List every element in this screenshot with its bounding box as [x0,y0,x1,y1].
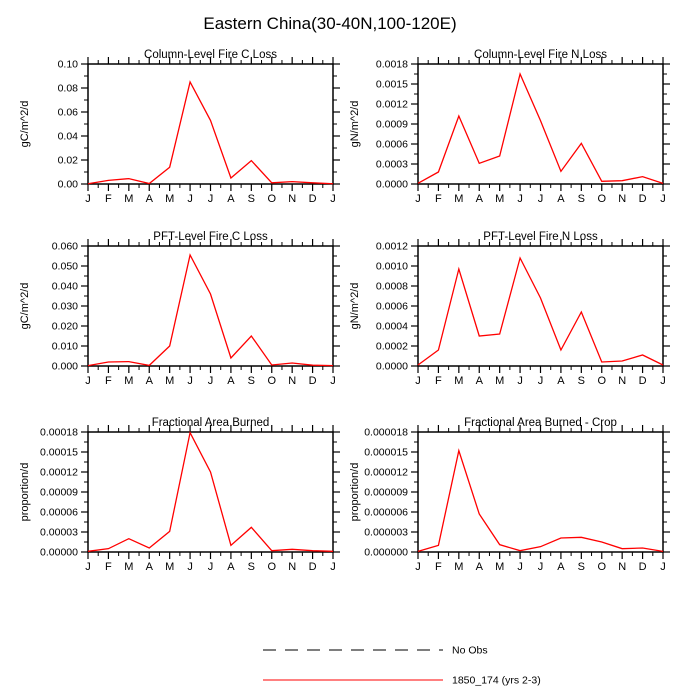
y-tick-label: 0.050 [51,260,78,273]
x-tick-label: A [145,561,153,573]
panel-fractional-area-burned-crop [330,408,680,580]
y-tick-label: 0.000 [51,360,78,373]
x-tick-label: F [105,193,112,205]
x-tick-label: J [517,193,523,205]
plot-box [88,246,333,366]
plot-box [418,246,663,366]
y-tick-label: 0.000000 [364,546,408,559]
x-tick-label: A [557,375,565,387]
legend-label: 1850_174 (yrs 2-3) [452,674,541,687]
x-tick-label: F [435,375,442,387]
y-tick-label: 0.02 [57,154,78,167]
series-line [418,258,663,365]
chart-fractional-area-burned [0,408,350,580]
x-tick-label: N [618,375,627,387]
x-tick-label: J [187,561,193,573]
y-tick-label: 0.0006 [375,138,408,151]
plot-box [88,432,333,552]
x-tick-label: M [124,375,134,387]
y-tick-label: 0.060 [51,240,78,253]
x-tick-label: M [454,561,464,573]
y-tick-label: 0.00009 [40,486,78,499]
x-tick-label: D [638,193,647,205]
y-tick-label: 0.030 [51,300,78,313]
x-tick-label: D [308,193,317,205]
x-tick-label: M [165,561,175,573]
x-tick-label: J [660,193,666,205]
x-tick-label: M [124,193,134,205]
x-tick-label: J [415,193,421,205]
x-tick-label: J [330,193,336,205]
y-tick-label: 0.000006 [364,506,408,519]
x-tick-label: N [288,561,297,573]
panel-title: Column-Level Fire C Loss [144,49,277,61]
x-tick-label: A [557,193,565,205]
y-tick-label: 0.000009 [364,486,408,499]
x-tick-label: M [495,561,505,573]
x-tick-label: J [415,375,421,387]
y-tick-label: 0.0004 [375,320,408,333]
plot-box [418,64,663,184]
x-tick-label: D [308,561,317,573]
x-tick-label: F [435,561,442,573]
panel-title: PFT-Level Fire C Loss [153,231,268,243]
x-tick-label: J [85,193,91,205]
x-tick-label: A [475,561,483,573]
y-tick-label: 0.0003 [375,158,408,171]
x-tick-label: O [597,561,607,573]
panel-title: Fractional Area Burned - Crop [464,417,617,429]
y-tick-label: 0.08 [57,82,78,95]
y-tick-label: 0.0008 [375,280,408,293]
y-tick-label: 0.00018 [40,426,78,439]
x-tick-label: F [435,193,442,205]
y-tick-label: 0.000015 [364,446,408,459]
x-tick-label: M [454,375,464,387]
x-tick-label: S [577,193,586,205]
x-tick-label: A [145,375,153,387]
x-tick-label: M [165,375,175,387]
y-axis-label: gC/m^2/d [19,100,31,148]
x-tick-label: A [475,193,483,205]
plot-box [418,432,663,552]
panel-title: Fractional Area Burned [151,417,270,429]
x-tick-label: D [308,375,317,387]
y-tick-label: 0.000003 [364,526,408,539]
y-axis-label: gN/m^2/d [349,100,361,148]
y-tick-label: 0.000018 [364,426,408,439]
x-tick-label: J [537,193,544,205]
x-tick-label: O [597,193,607,205]
panel-title: PFT-Level Fire N Loss [483,231,598,243]
panel-column-level-fire-c-loss [0,40,350,212]
y-tick-label: 0.0006 [375,300,408,313]
y-tick-label: 0.0000 [375,360,408,373]
y-tick-label: 0.10 [57,58,78,71]
panel-pft-level-fire-n-loss [330,222,680,394]
x-tick-label: F [105,561,112,573]
y-tick-label: 0.00003 [40,526,78,539]
chart-pft-level-fire-c-loss [0,222,350,394]
chart-column-level-fire-c-loss [0,40,350,212]
x-tick-label: J [330,561,336,573]
y-tick-label: 0.0012 [375,98,408,111]
y-tick-label: 0.0000 [375,178,408,191]
x-tick-label: J [330,375,336,387]
x-tick-label: F [105,375,112,387]
y-tick-label: 0.0012 [375,240,408,253]
x-tick-label: S [577,561,586,573]
legend [0,630,700,700]
y-tick-label: 0.0018 [375,58,408,71]
chart-fractional-area-burned-crop [330,408,680,580]
y-tick-label: 0.00006 [40,506,78,519]
x-tick-label: S [247,375,256,387]
y-tick-label: 0.0010 [375,260,408,273]
x-tick-label: A [145,193,153,205]
y-tick-label: 0.00000 [40,546,78,559]
x-tick-label: A [557,561,565,573]
y-tick-label: 0.0002 [375,340,408,353]
x-tick-label: J [517,561,523,573]
figure-title: Eastern China(30-40N,100-120E) [203,14,457,33]
x-tick-label: J [85,375,91,387]
x-tick-label: M [454,193,464,205]
x-tick-label: A [227,375,235,387]
series-line [88,82,333,184]
x-tick-label: J [187,193,193,205]
x-tick-label: S [247,561,256,573]
x-tick-label: J [85,561,91,573]
chart-pft-level-fire-n-loss [330,222,680,394]
y-tick-label: 0.00015 [40,446,78,459]
x-tick-label: N [618,561,627,573]
x-tick-label: M [495,193,505,205]
legend-label: No Obs [452,644,488,657]
y-axis-label: proportion/d [349,462,361,522]
series-line [88,255,333,366]
x-tick-label: J [537,561,544,573]
x-tick-label: A [227,561,235,573]
y-axis-label: gC/m^2/d [19,282,31,330]
x-tick-label: J [207,375,214,387]
panel-title: Column-Level Fire N Loss [474,49,607,61]
x-tick-label: M [124,561,134,573]
x-tick-label: S [247,193,256,205]
x-tick-label: J [415,561,421,573]
y-tick-label: 0.0009 [375,118,408,131]
x-tick-label: A [227,193,235,205]
y-tick-label: 0.000012 [364,466,408,479]
y-axis-label: gN/m^2/d [349,282,361,330]
x-tick-label: J [207,561,214,573]
series-line [88,433,333,552]
x-tick-label: M [165,193,175,205]
x-tick-label: N [288,375,297,387]
y-tick-label: 0.00 [57,178,78,191]
y-tick-label: 0.0015 [375,78,408,91]
x-tick-label: M [495,375,505,387]
x-tick-label: S [577,375,586,387]
x-tick-label: D [638,375,647,387]
x-tick-label: N [618,193,627,205]
x-tick-label: J [537,375,544,387]
x-tick-label: A [475,375,483,387]
x-tick-label: J [187,375,193,387]
x-tick-label: J [660,561,666,573]
legend-canvas [0,630,700,700]
x-tick-label: J [660,375,666,387]
x-tick-label: O [597,375,607,387]
plot-box [88,64,333,184]
x-tick-label: O [267,375,277,387]
panel-pft-level-fire-c-loss [0,222,350,394]
x-tick-label: O [267,561,277,573]
y-axis-label: proportion/d [19,462,31,522]
y-tick-label: 0.06 [57,106,78,119]
y-tick-label: 0.010 [51,340,78,353]
x-tick-label: D [638,561,647,573]
x-tick-label: J [517,375,523,387]
y-tick-label: 0.020 [51,320,78,333]
series-line [418,451,663,552]
chart-column-level-fire-n-loss [330,40,680,212]
series-line [418,74,663,183]
x-tick-label: N [288,193,297,205]
panel-column-level-fire-n-loss [330,40,680,212]
y-tick-label: 0.040 [51,280,78,293]
x-tick-label: O [267,193,277,205]
y-tick-label: 0.04 [57,130,78,143]
panel-fractional-area-burned [0,408,350,580]
x-tick-label: J [207,193,214,205]
y-tick-label: 0.00012 [40,466,78,479]
